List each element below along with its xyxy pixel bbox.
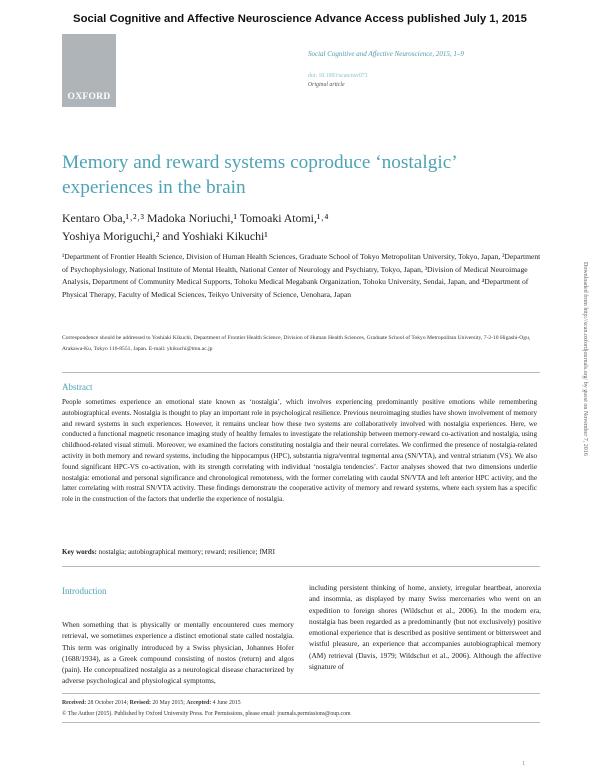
- abstract-heading: Abstract: [62, 382, 93, 392]
- doi-link[interactable]: doi: 10.1093/scan/nsv073: [308, 73, 368, 79]
- oxford-logo-text: OXFORD: [67, 92, 111, 102]
- advance-access-banner: Social Cognitive and Affective Neuroscience Advance Access published July 1, 2015: [73, 13, 527, 25]
- keywords-list: nostalgia; autobiographical memory; reward; resilience; fMRI: [98, 548, 275, 556]
- intro-left-column: When something that is physically or mentally encountered cues memory retrieval, we sometimes experience a distinct emotional state called nostalgia. This term was originally introduced by a Swiss physician, Johannes Hofer (1688/1934), as a Greek compound consisting of nostos (return) and algos (pain). He conceptualized nostalgia as a neurological disease characterized by adverse psychological and physiological symptoms,: [62, 620, 294, 686]
- author-line: Yoshiya Moriguchi,² and Yoshiaki Kikuchi¹: [62, 229, 268, 243]
- divider: [62, 722, 540, 723]
- introduction-heading: Introduction: [62, 586, 107, 596]
- download-watermark[interactable]: Downloaded from http://scan.oxfordjournals.org/ by guest on November 7, 2016: [582, 262, 588, 456]
- article-type: Original article: [308, 82, 345, 88]
- accepted-label: Accepted:: [186, 700, 212, 706]
- page-number: 1: [522, 760, 526, 767]
- author-list: [62, 209, 532, 245]
- author-line: Kentaro Oba,¹˒²˒³ Madoka Noriuchi,¹ Tomoaki Atomi,¹˒⁴: [62, 211, 329, 225]
- intro-right-column: including persistent thinking of home, anxiety, irregular heartbeat, anorexia and insomnia, as displayed by many Swiss mercenaries who went on an expedition to foreign shores (Wildschut et al., 2006). In the modern era, nostalgia has been regarded as a predominantly (but not exclusively) positive emotional experience that is described as positive sentiment or bittersweet and wistful pleasure, an experience that accompanies autobiographical memory (AM) retrieval (Davis, 1979; Wildschut et al., 2006). Although the affective signature of: [309, 583, 541, 672]
- accepted-date: 4 June 2015: [212, 700, 241, 706]
- journal-citation: Social Cognitive and Affective Neuroscience, 2015, 1–9: [308, 50, 464, 58]
- divider: [62, 372, 540, 373]
- correspondence-note: Correspondence should be addressed to Yoshiaki Kikuchi, Department of Frontier Health Science, Division of Human Health Sciences, Graduate School of Tokyo Metropolitan University, 7-2-10 Higashi-Ogu, Arakawa-Ku, Tokyo 116-8551, Japan. E-mail: ykikuchi@tmu.ac.jp: [62, 335, 531, 352]
- divider: [62, 693, 540, 694]
- copyright-notice: © The Author (2015). Published by Oxford University Press. For Permissions, please email: journals.permissions@oup.com: [62, 711, 351, 717]
- article-title: Memory and reward systems coproduce ‘nostalgic’ experiences in the brain: [62, 152, 457, 198]
- oxford-logo: [62, 34, 116, 107]
- divider: [62, 566, 540, 567]
- article-dates: [62, 700, 241, 706]
- abstract-body: People sometimes experience an emotional state known as ‘nostalgia’, which involves experiencing predominantly positive emotions while remembering autobiographical events. Nostalgia is thought to play an important role in psychological resilience. Previous neuroimaging studies have shown involvement of memory and reward systems in such experiences. However, it remains unclear how these two systems are collaboratively involved with nostalgia experiences. Here, we conducted a functional magnetic resonance imaging study of healthy females to investigate the relationship between memory-reward co-activation and nostalgia, using childhood-related visual stimuli. Moreover, we examined the factors constituting nostalgia and their neural correlates. We confirmed the presence of nostalgia-related activity in both memory and reward systems, including the hippocampus (HPC), substantia nigra/ventral tegmental area (SN/VTA), and ventral striatum (VS). We also found significant HPC-VS co-activation, with its strength correlating with individual ‘nostalgia tendencies’. Factor analyses showed that two dimensions underlie nostalgia: emotional and personal significance and chronological remoteness, with the former correlating with caudal SN/VTA and left anterior HPC activity, and the latter correlating with rostral SN/VTA activity. These findings demonstrate the cooperative activity of memory and reward systems, where each system has a specific role in the construction of the factors that underlie the experience of nostalgia.: [62, 398, 537, 504]
- received-date: 28 October 2014;: [87, 700, 129, 706]
- received-label: Received:: [62, 700, 87, 706]
- affiliations: ¹Department of Frontier Health Science, Division of Human Health Sciences, Graduate School of Tokyo Metropolitan University, Tokyo, Japan, ²Department of Psychophysiology, National Institute of Mental Health, National Center of Neurology and Psychiatry, Tokyo, Japan, ³Division of Medical Neuroimage Analysis, Department of Community Medical Supports, Tohoku Medical Megabank Organization, Tohoku University, Sendai, Japan, and ⁴Department of Physical Therapy, Faculty of Medical Sciences, Teikyo University of Science, Uenohara, Japan: [62, 252, 541, 300]
- revised-date: 20 May 2015;: [152, 700, 185, 706]
- revised-label: Revised:: [129, 700, 151, 706]
- keywords-label: Key words:: [62, 548, 97, 556]
- keywords: [62, 548, 537, 556]
